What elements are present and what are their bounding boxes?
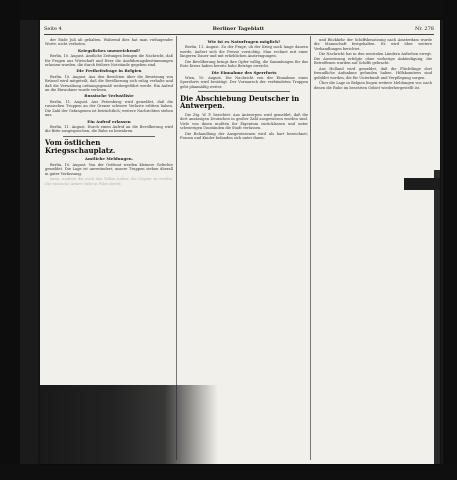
article-heading: Die Einnahme des Sperrforts [211, 69, 277, 75]
article-heading: Ein Aufruf erlassen [87, 118, 131, 124]
article-heading: Wie ist es Naturfragen möglich? [207, 39, 281, 44]
section-headline: Vom östlichen Kriegsschauplatz. [45, 138, 116, 155]
masthead-title: Berliner Tageblatt [212, 26, 265, 32]
issue-number: Nr. 278 [415, 26, 434, 32]
scan-border-left [0, 0, 20, 480]
article-text: Die Ztg. W. F. berichtet: Aus Antwerpen wird gemeldet, daß die dort ansässigen Deutschen in großer Zahl ausgewiesen worden sind. Viele von ihnen mußten ihr Eigentum zurücklassen und unter schwierigen Umständen die Stadt verlassen. [180, 112, 308, 131]
divider [63, 136, 155, 137]
column-1 [45, 38, 173, 187]
article-text: Berlin, 11. August. Durch einen Aufruf an die Bevölkerung wird die Bitte ausgesprochen, die Ruhe zu bewahren. [45, 124, 173, 134]
page-header [44, 25, 434, 35]
divider [198, 91, 290, 92]
article-heading: Kriegsliches unzureichend? [77, 47, 141, 53]
article-text: Über die Lage in Belgien liegen weitere Meldungen vor, nach denen die Ruhe im besetzten Gebiet wiederhergestellt ist. [314, 81, 432, 90]
article-text: Wien, 10. August. Die Nachricht von der Einnahme eines Sperrforts wird bestätigt. Der Vormarsch der verbündeten Truppen geht planmäßig weiter. [180, 76, 308, 89]
column-2 [180, 38, 308, 142]
scan-shadow-patch [404, 178, 440, 190]
article-heading: Die Freiheitsfrage in Belgien [76, 68, 142, 74]
article-text: und Rückkehr der Schiffsbesatzung nach Amsterdam wurde die Mannschaft festgehalten. Es wird über weitere Verhandlungen berichtet. [314, 38, 432, 51]
column-rule-2 [310, 36, 311, 460]
article-text: kann, sondern die auch den Willen haben, die Gegner zu werfen. Die russische Armee steht in Polen bereit. [45, 177, 173, 186]
article-text: Die Behandlung der Ausgewiesenen wird als hart bezeichnet; Frauen und Kinder befanden sich unter ihnen. [180, 131, 308, 141]
scan-border-bottom [0, 464, 457, 480]
scan-shadow-band [40, 385, 218, 464]
article-text: Die Bevölkerung bringt ihre Opfer willig; die Sammlungen für das Rote Kreuz haben bereits hohe Beträge erreicht. [180, 59, 308, 69]
section-headline: Die Abschiebung Deutscher in Antwerpen. [180, 93, 300, 111]
article-text: Berlin, 10. August. Amtliche Zeitungen bringen die Nachricht, daß für Fragen aus Wirtschaft und Heer die Ausführungsbestimmungen erlassen wurden, die durch frühere Notstände gegeben sind. [45, 54, 173, 68]
page-number-left: Seite 4 [44, 26, 62, 32]
article-text: Berlin, 11. August. Aus Petersburg wird gemeldet, daß die russischen Truppen an der Grenze schwere Verluste erlitten haben. Die Zahl der Gefangenen ist beträchtlich; weitere Nachrichten stehen aus. [45, 99, 173, 118]
article-text: Berlin, 10. August. Von der Ostfront werden kleinere Gefechte gemeldet. Die Lage ist unverändert; unsere Truppen stehen überall in guter Verfassung. [45, 162, 173, 176]
article-text: Berlin, 10. August. Aus den Berichten über die Besetzung von Brüssel wird mitgeteilt, daß die Bevölkerung sich ruhig verhalte und daß die Verwaltung ordnungsgemäß weitergeführt werde. Ein Aufruf an die Einwohner wurde verlesen. [45, 74, 173, 93]
article-text: Berlin, 11. August. Zu der Frage, ob der Krieg noch lange dauern werde, äußert sich die Presse vorsichtig. Man rechnet mit einer längeren Dauer und mit erheblichen Anstrengungen. [180, 45, 308, 59]
article-heading: Russische Verlustliste [84, 93, 134, 99]
scan-border-top [0, 0, 457, 20]
scan-shadow-right [434, 170, 440, 464]
article-text: der Ende Juli ab gehalten. Wahrend dies hat man vielsagender Worte, nicht verboten. [45, 38, 173, 47]
newspaper-page [40, 20, 440, 464]
scan-border-right [443, 0, 457, 480]
article-text: Die Nachricht hat in den neutralen Ländern Aufsehen erregt. Die Ausweisung erfolgte ohne vorherige Ankündigung; die Betroffenen wurden auf Schiffe gebracht. [314, 52, 432, 66]
section-subheading: Amtliche Meldungen. [84, 156, 134, 162]
column-3 [314, 38, 432, 91]
article-text: Aus Holland wird gemeldet, daß die Flüchtlinge dort freundliche Aufnahme gefunden haben. Hilfskomitees sind gebildet worden, die für Unterkunft und Verpflegung sorgen. [314, 66, 432, 80]
